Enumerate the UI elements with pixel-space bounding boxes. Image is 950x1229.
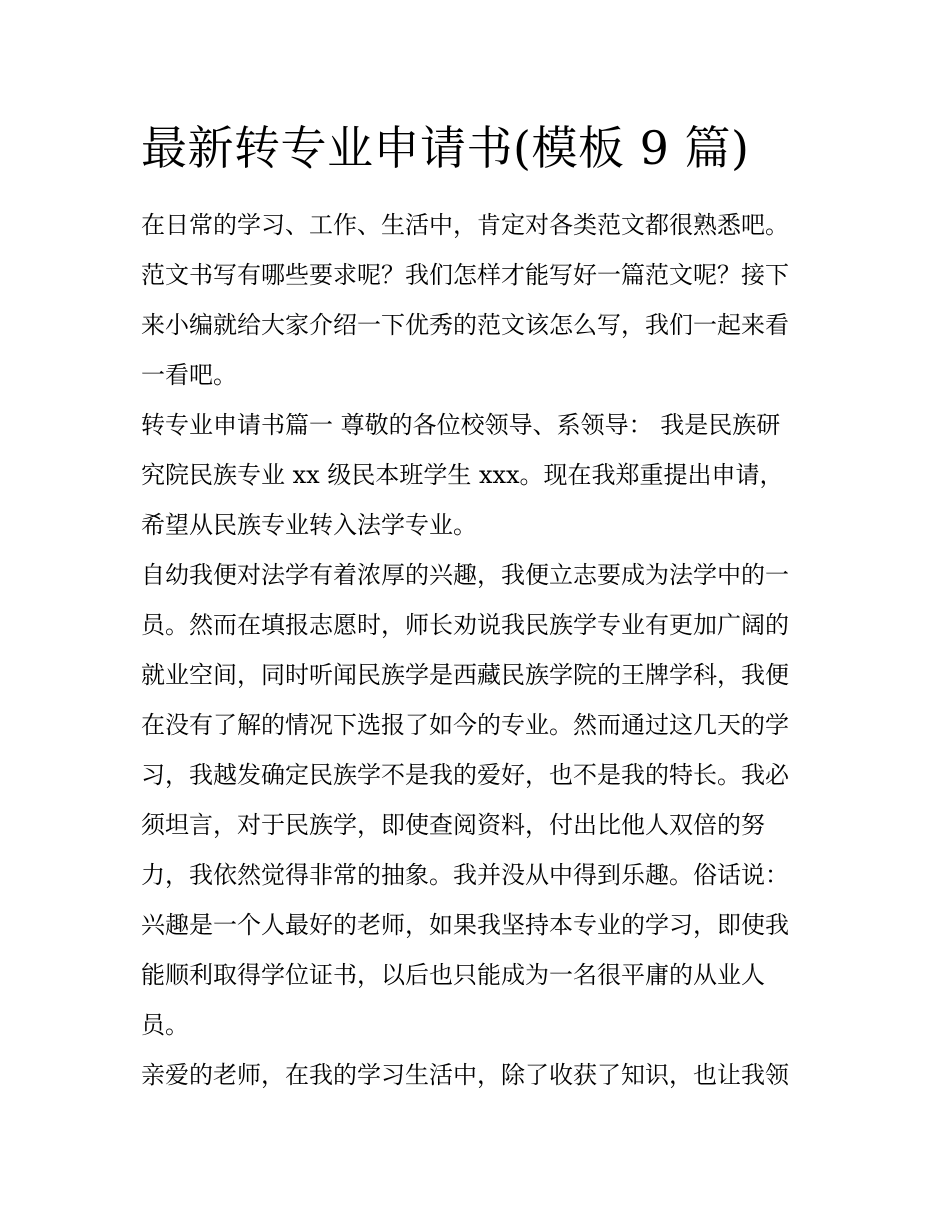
text-line: 亲爱的老师，在我的学习生活中，除了收获了知识，也让我领 <box>141 1061 789 1089</box>
text-line: 兴趣是一个人最好的老师，如果我坚持本专业的学习，即使我 <box>141 911 789 939</box>
text-line: 习，我越发确定民族学不是我的爱好，也不是我的特长。我必 <box>141 761 789 789</box>
text-line: 自幼我便对法学有着浓厚的兴趣，我便立志要成为法学中的一 <box>141 561 789 589</box>
text-line: 员。 <box>141 1011 189 1039</box>
text-line: 在日常的学习、工作、生活中，肯定对各类范文都很熟悉吧。 <box>141 211 789 239</box>
text-line: 希望从民族专业转入法学专业。 <box>141 511 477 539</box>
text-line: 范文书写有哪些要求呢？我们怎样才能写好一篇范文呢？接下 <box>141 261 789 289</box>
text-line: 一看吧。 <box>141 361 237 389</box>
text-line: 究院民族专业 xx 级民本班学生 xxx。现在我郑重提出申请， <box>141 461 784 489</box>
text-line: 须坦言，对于民族学，即使查阅资料，付出比他人双倍的努 <box>141 811 765 839</box>
text-line: 就业空间，同时听闻民族学是西藏民族学院的王牌学科，我便 <box>141 661 789 689</box>
document-title: 最新转专业申请书(模板 9 篇) <box>141 121 750 175</box>
text-line: 来小编就给大家介绍一下优秀的范文该怎么写，我们一起来看 <box>141 311 789 339</box>
text-line: 员。然而在填报志愿时，师长劝说我民族学专业有更加广阔的 <box>141 611 789 639</box>
document-body <box>141 200 841 1100</box>
text-line: 力，我依然觉得非常的抽象。我并没从中得到乐趣。俗话说： <box>141 861 789 889</box>
text-line: 能顺利取得学位证书，以后也只能成为一名很平庸的从业人 <box>141 961 765 989</box>
text-line: 在没有了解的情况下选报了如今的专业。然而通过这几天的学 <box>141 711 789 739</box>
text-line: 转专业申请书篇一 尊敬的各位校领导、系领导： 我是民族研 <box>141 411 781 439</box>
